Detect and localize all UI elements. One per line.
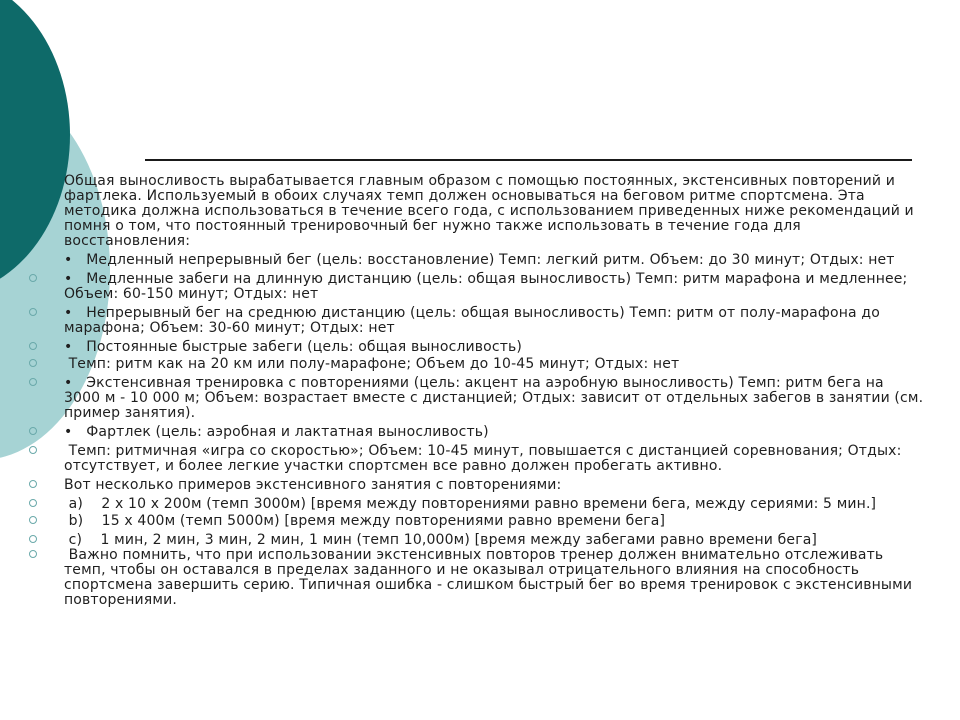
circle-bullet-icon [29,359,37,367]
list-item-text: Темп: ритм как на 20 км или полу-марафоне; Объем до 10-45 минут; Отдых: нет [64,356,680,372]
list-item [64,478,924,493]
bullet-list [64,253,924,608]
list-item [64,548,924,608]
list-item-text: • Непрерывный бег на среднюю дистанцию (цель: общая выносливость) Темп: ритм от полу-марафона до марафона; Объем: 30-60 минут; Отдых: нет [64,305,880,336]
list-item-text: • Постоянные быстрые забеги (цель: общая выносливость) [64,339,523,355]
list-item-text: • Экстенсивная тренировка с повторениями (цель: акцент на аэробную выносливость) Темп: ритм бега на 3000 м - 10 000 м; Объем: возрастает вместе с дистанцией; Отдых: зависит от отдельных забегов в занятии (см. пример занятия). [64,375,924,421]
title-divider-line [145,159,912,161]
list-item [64,376,924,421]
list-item [64,253,924,268]
list-item-text: Темп: ритмичная «игра со скоростью»; Объем: 10-45 минут, повышается с дистанцией соревнования; Отдых: отсутствует, и более легкие участки спортсмен все равно должен пробегать активно. [64,443,902,474]
circle-bullet-icon [29,308,37,316]
circle-bullet-icon [29,535,37,543]
list-item [64,514,924,529]
circle-bullet-icon [29,446,37,454]
list-item [64,306,924,336]
list-item [64,444,924,474]
circle-bullet-icon [29,516,37,524]
circle-bullet-icon [29,342,37,350]
circle-bullet-icon [29,550,37,558]
list-item [64,533,924,548]
intro-paragraph: Общая выносливость вырабатывается главным образом с помощью постоянных, экстенсивных повторений и фартлека. Используемый в обоих случаях темп должен основываться на беговом ритме спортсмена. Эта методика должна использоваться в течение всего года, с использованием приведенных ниже рекомендаций и помня о том, что постоянный тренировочный бег нужно также использовать в течение года для восстановления: [64,173,914,249]
circle-bullet-icon [29,480,37,488]
list-item-text: • Медленный непрерывный бег (цель: восстановление) Темп: легкий ритм. Объем: до 30 минут; Отдых: нет [64,252,895,268]
circle-bullet-icon [29,378,37,386]
slide-body [64,174,924,608]
list-item-text: Вот несколько примеров экстенсивного занятия с повторениями: [64,477,562,493]
list-item [64,272,924,302]
list-item-text: а) 2 x 10 x 200м (темп 3000м) [время между повторениями равно времени бега, между сериями: 5 мин.] [64,496,877,512]
circle-bullet-icon [29,274,37,282]
list-item [64,340,924,355]
list-item-text: c) 1 мин, 2 мин, 3 мин, 2 мин, 1 мин (темп 10,000м) [время между забегами равно времени бега] [64,532,818,548]
list-item-text: • Медленные забеги на длинную дистанцию (цель: общая выносливость) Темп: ритм марафона и медленнее; Объем: 60-150 минут; Отдых: нет [64,271,908,302]
list-item-text: • Фартлек (цель: аэробная и лактатная выносливость) [64,424,489,440]
list-item [64,357,924,372]
circle-bullet-icon [29,427,37,435]
circle-bullet-icon [29,499,37,507]
list-item-text: Важно помнить, что при использовании экстенсивных повторов тренер должен внимательно отслеживать темп, чтобы он оставался в пределах заданного и не оказывал отрицательного влияния на способность спортсмена завершить серию. Типичная ошибка - слишком быстрый бег во время тренировок с экстенсивными повторениями. [64,547,913,608]
list-item [64,425,924,440]
list-item [64,497,924,512]
list-item-text: b) 15 x 400м (темп 5000м) [время между повторениями равно времени бега] [64,513,666,529]
